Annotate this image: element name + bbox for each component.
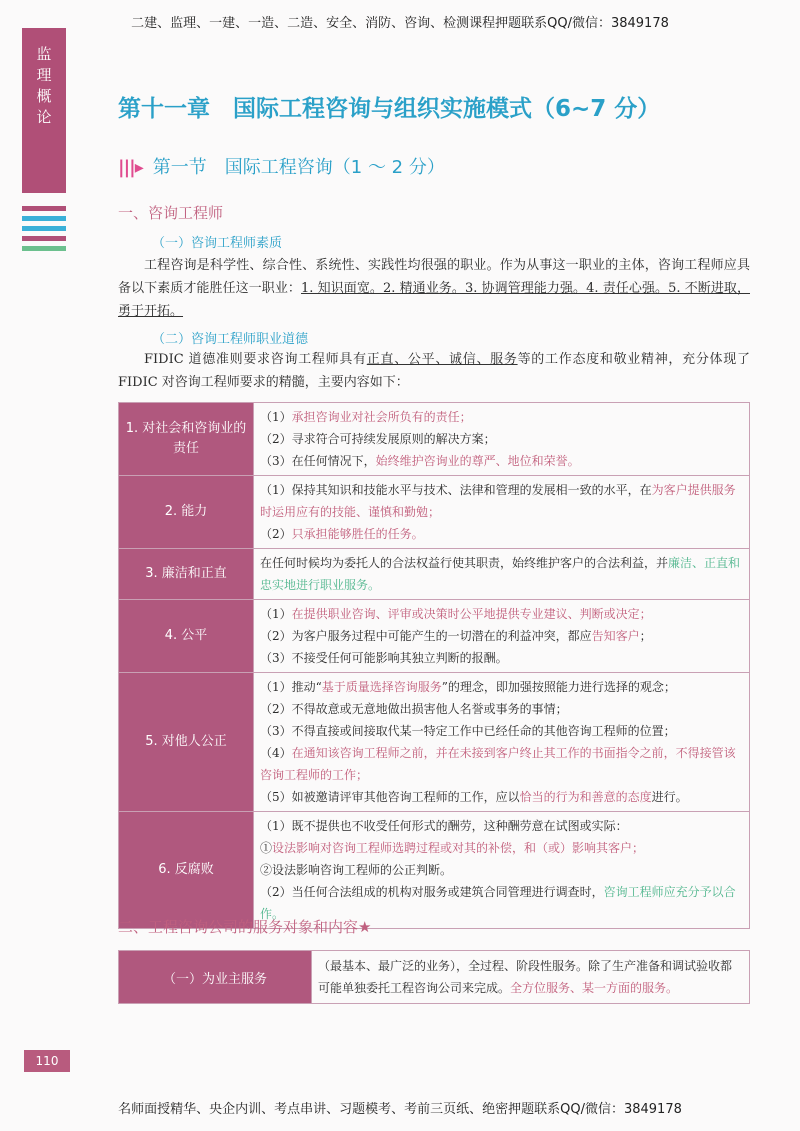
line-text: 在任何时候均为委托人的合法权益行使其职责，始终维护客户的合法利益，并 bbox=[260, 556, 669, 570]
side-tab bbox=[22, 28, 66, 193]
line-text: ； bbox=[639, 629, 652, 643]
content-line bbox=[260, 428, 743, 450]
table-row bbox=[119, 600, 750, 673]
page-header: 二建、监理、一建、一造、二造、安全、消防、咨询、检测课程押题联系QQ/微信：3849178 bbox=[131, 16, 669, 31]
side-tab-char: 监 bbox=[36, 45, 52, 63]
content-line bbox=[260, 720, 743, 742]
content-line bbox=[260, 698, 743, 720]
line-text: （1）推动“ bbox=[260, 680, 322, 694]
content-line bbox=[260, 837, 743, 859]
paragraph-text: 工程咨询是科学性、综合性、系统性、实践性均很强的职业。作为从事这一职业的主体，咨询工程师应具备以下素质才能胜任这一职业： bbox=[118, 258, 750, 296]
highlight-text: 承担咨询业对社会所负有的责任； bbox=[291, 410, 472, 424]
heading-ethics: （二）咨询工程师职业道德 bbox=[152, 332, 309, 347]
row-label: 6. 反腐败 bbox=[119, 812, 254, 929]
chapter-title: 第十一章 国际工程咨询与组织实施模式（6~7 分） bbox=[118, 96, 661, 122]
line-text: ②设法影响咨询工程师的公正判断。 bbox=[260, 863, 453, 877]
section-bars-icon: |||▸ bbox=[118, 157, 143, 178]
heading-services: 二、工程咨询公司的服务对象和内容★ bbox=[118, 918, 372, 936]
line-text: （3）不得直接或间接取代某一特定工作中已经任命的其他咨询工程师的位置； bbox=[260, 724, 676, 738]
line-text: （1） bbox=[260, 410, 292, 424]
line-text: （4） bbox=[260, 746, 292, 760]
highlight-text: 告知客户 bbox=[591, 629, 640, 643]
highlight-text: 始终维护咨询业的尊严、地位和荣誉。 bbox=[375, 454, 580, 468]
highlight-text: 只承担能够胜任的任务。 bbox=[291, 527, 424, 541]
services-table bbox=[118, 950, 750, 1004]
content-line bbox=[260, 450, 743, 472]
row-label: 2. 能力 bbox=[119, 476, 254, 549]
side-stripe bbox=[22, 226, 66, 231]
table-row bbox=[119, 549, 750, 600]
table-row bbox=[119, 403, 750, 476]
table-row bbox=[119, 951, 750, 1004]
highlight-text: 恰当的行为和善意的态度 bbox=[519, 790, 652, 804]
highlight-text: 基于质量选择咨询服务 bbox=[321, 680, 442, 694]
line-text: 进行。 bbox=[651, 790, 688, 804]
highlight-text: 在通知该咨询工程师之前，并在未接到客户终止其工作的书面指令之前，不得接管该咨询工程师的工作； bbox=[260, 746, 736, 782]
content-line bbox=[260, 552, 743, 596]
highlight-text: 设法影响对咨询工程师选聘过程或对其的补偿，和（或）影响其客户； bbox=[272, 841, 645, 855]
line-text: ① bbox=[260, 841, 273, 855]
paragraph-ethics-highlight: 正直、公平、诚信、服务 bbox=[366, 352, 518, 367]
line-text: （3）不接受任何可能影响其独立判断的报酬。 bbox=[260, 651, 508, 665]
content-line bbox=[260, 625, 743, 647]
line-text: （最基本、最广泛的业务），全过程、阶段性服务。除了生产准备和调试验收都可能单独委托工程咨询公司来完成。 bbox=[318, 959, 733, 995]
side-stripe bbox=[22, 206, 66, 211]
section-title bbox=[118, 153, 445, 179]
row-label: 4. 公平 bbox=[119, 600, 254, 673]
side-tab-char: 概 bbox=[36, 87, 52, 105]
section-title-text: 第一节 国际工程咨询（1 ～ 2 分） bbox=[152, 157, 445, 178]
content-line bbox=[260, 676, 743, 698]
line-text: （2）寻求符合可持续发展原则的解决方案； bbox=[260, 432, 496, 446]
line-text: （2）为客户服务过程中可能产生的一切潜在的利益冲突，都应 bbox=[260, 629, 592, 643]
content-line bbox=[260, 647, 743, 669]
paragraph-qualities bbox=[118, 254, 750, 323]
row-content bbox=[254, 600, 750, 673]
table-row bbox=[119, 476, 750, 549]
content-line bbox=[260, 815, 743, 837]
heading-consulting-engineer: 一、咨询工程师 bbox=[118, 204, 224, 222]
row-content bbox=[254, 549, 750, 600]
row-content bbox=[254, 812, 750, 929]
paragraph-text: 等的工作态度和敬业精神，充分体现了 FIDIC 对咨询工程师要求的精髓，主要内容如下： bbox=[118, 352, 750, 390]
row-content bbox=[312, 951, 750, 1004]
side-stripe bbox=[22, 246, 66, 251]
paragraph-text: FIDIC 道德准则要求咨询工程师具有 bbox=[144, 352, 367, 367]
row-label: （一）为业主服务 bbox=[119, 951, 312, 1004]
content-line bbox=[318, 955, 743, 999]
line-text: （1） bbox=[260, 607, 292, 621]
row-label: 1. 对社会和咨询业的责任 bbox=[119, 403, 254, 476]
highlight-text: 咨询工程师应充分予以合作。 bbox=[260, 885, 736, 921]
content-line bbox=[260, 786, 743, 808]
highlight-text: 在提供职业咨询、评审或决策时公平地提供专业建议、判断或决定； bbox=[291, 607, 652, 621]
row-label: 5. 对他人公正 bbox=[119, 673, 254, 812]
row-content bbox=[254, 476, 750, 549]
line-text: （3）在任何情况下， bbox=[260, 454, 376, 468]
content-line bbox=[260, 859, 743, 881]
table-row bbox=[119, 673, 750, 812]
side-stripe bbox=[22, 216, 66, 221]
line-text: （1）保持其知识和技能水平与技术、法律和管理的发展相一致的水平，在 bbox=[260, 483, 652, 497]
highlight-text: 廉洁、正直和忠实地进行职业服务。 bbox=[260, 556, 741, 592]
side-tab-char: 理 bbox=[36, 66, 52, 84]
line-text: （5）如被邀请评审其他咨询工程师的工作，应以 bbox=[260, 790, 520, 804]
content-line bbox=[260, 406, 743, 428]
content-line bbox=[260, 603, 743, 625]
content-line bbox=[260, 742, 743, 786]
line-text: （2）当任何合法组成的机构对服务或建筑合同管理进行调查时， bbox=[260, 885, 604, 899]
ethics-table bbox=[118, 402, 750, 929]
page-number: 110 bbox=[24, 1050, 70, 1072]
paragraph-ethics bbox=[118, 348, 750, 394]
paragraph-qualities-list: 1. 知识面宽。2. 精通业务。3. 协调管理能力强。4. 责任心强。5. 不断进取，勇于开拓。 bbox=[118, 281, 750, 319]
side-stripe bbox=[22, 236, 66, 241]
content-line bbox=[260, 523, 743, 545]
side-tab-char: 论 bbox=[36, 108, 52, 126]
row-content bbox=[254, 673, 750, 812]
table-row bbox=[119, 812, 750, 929]
line-text: （2）不得故意或无意地做出损害他人名誉或事务的事情； bbox=[260, 702, 568, 716]
highlight-text: 全方位服务、某一方面的服务。 bbox=[510, 981, 679, 995]
content-line bbox=[260, 479, 743, 523]
line-text: ”的理念，即加强按照能力进行选择的观念； bbox=[441, 680, 676, 694]
page-footer: 名师面授精华、央企内训、考点串讲、习题模考、考前三页纸、绝密押题联系QQ/微信：3849178 bbox=[118, 1102, 682, 1117]
row-content bbox=[254, 403, 750, 476]
highlight-text: 为客户提供服务时运用应有的技能、谨慎和勤勉； bbox=[260, 483, 736, 519]
heading-qualities: （一）咨询工程师素质 bbox=[152, 236, 283, 251]
row-label: 3. 廉洁和正直 bbox=[119, 549, 254, 600]
line-text: （2） bbox=[260, 527, 292, 541]
line-text: （1）既不提供也不收受任何形式的酬劳，这种酬劳意在试图或实际： bbox=[260, 819, 628, 833]
